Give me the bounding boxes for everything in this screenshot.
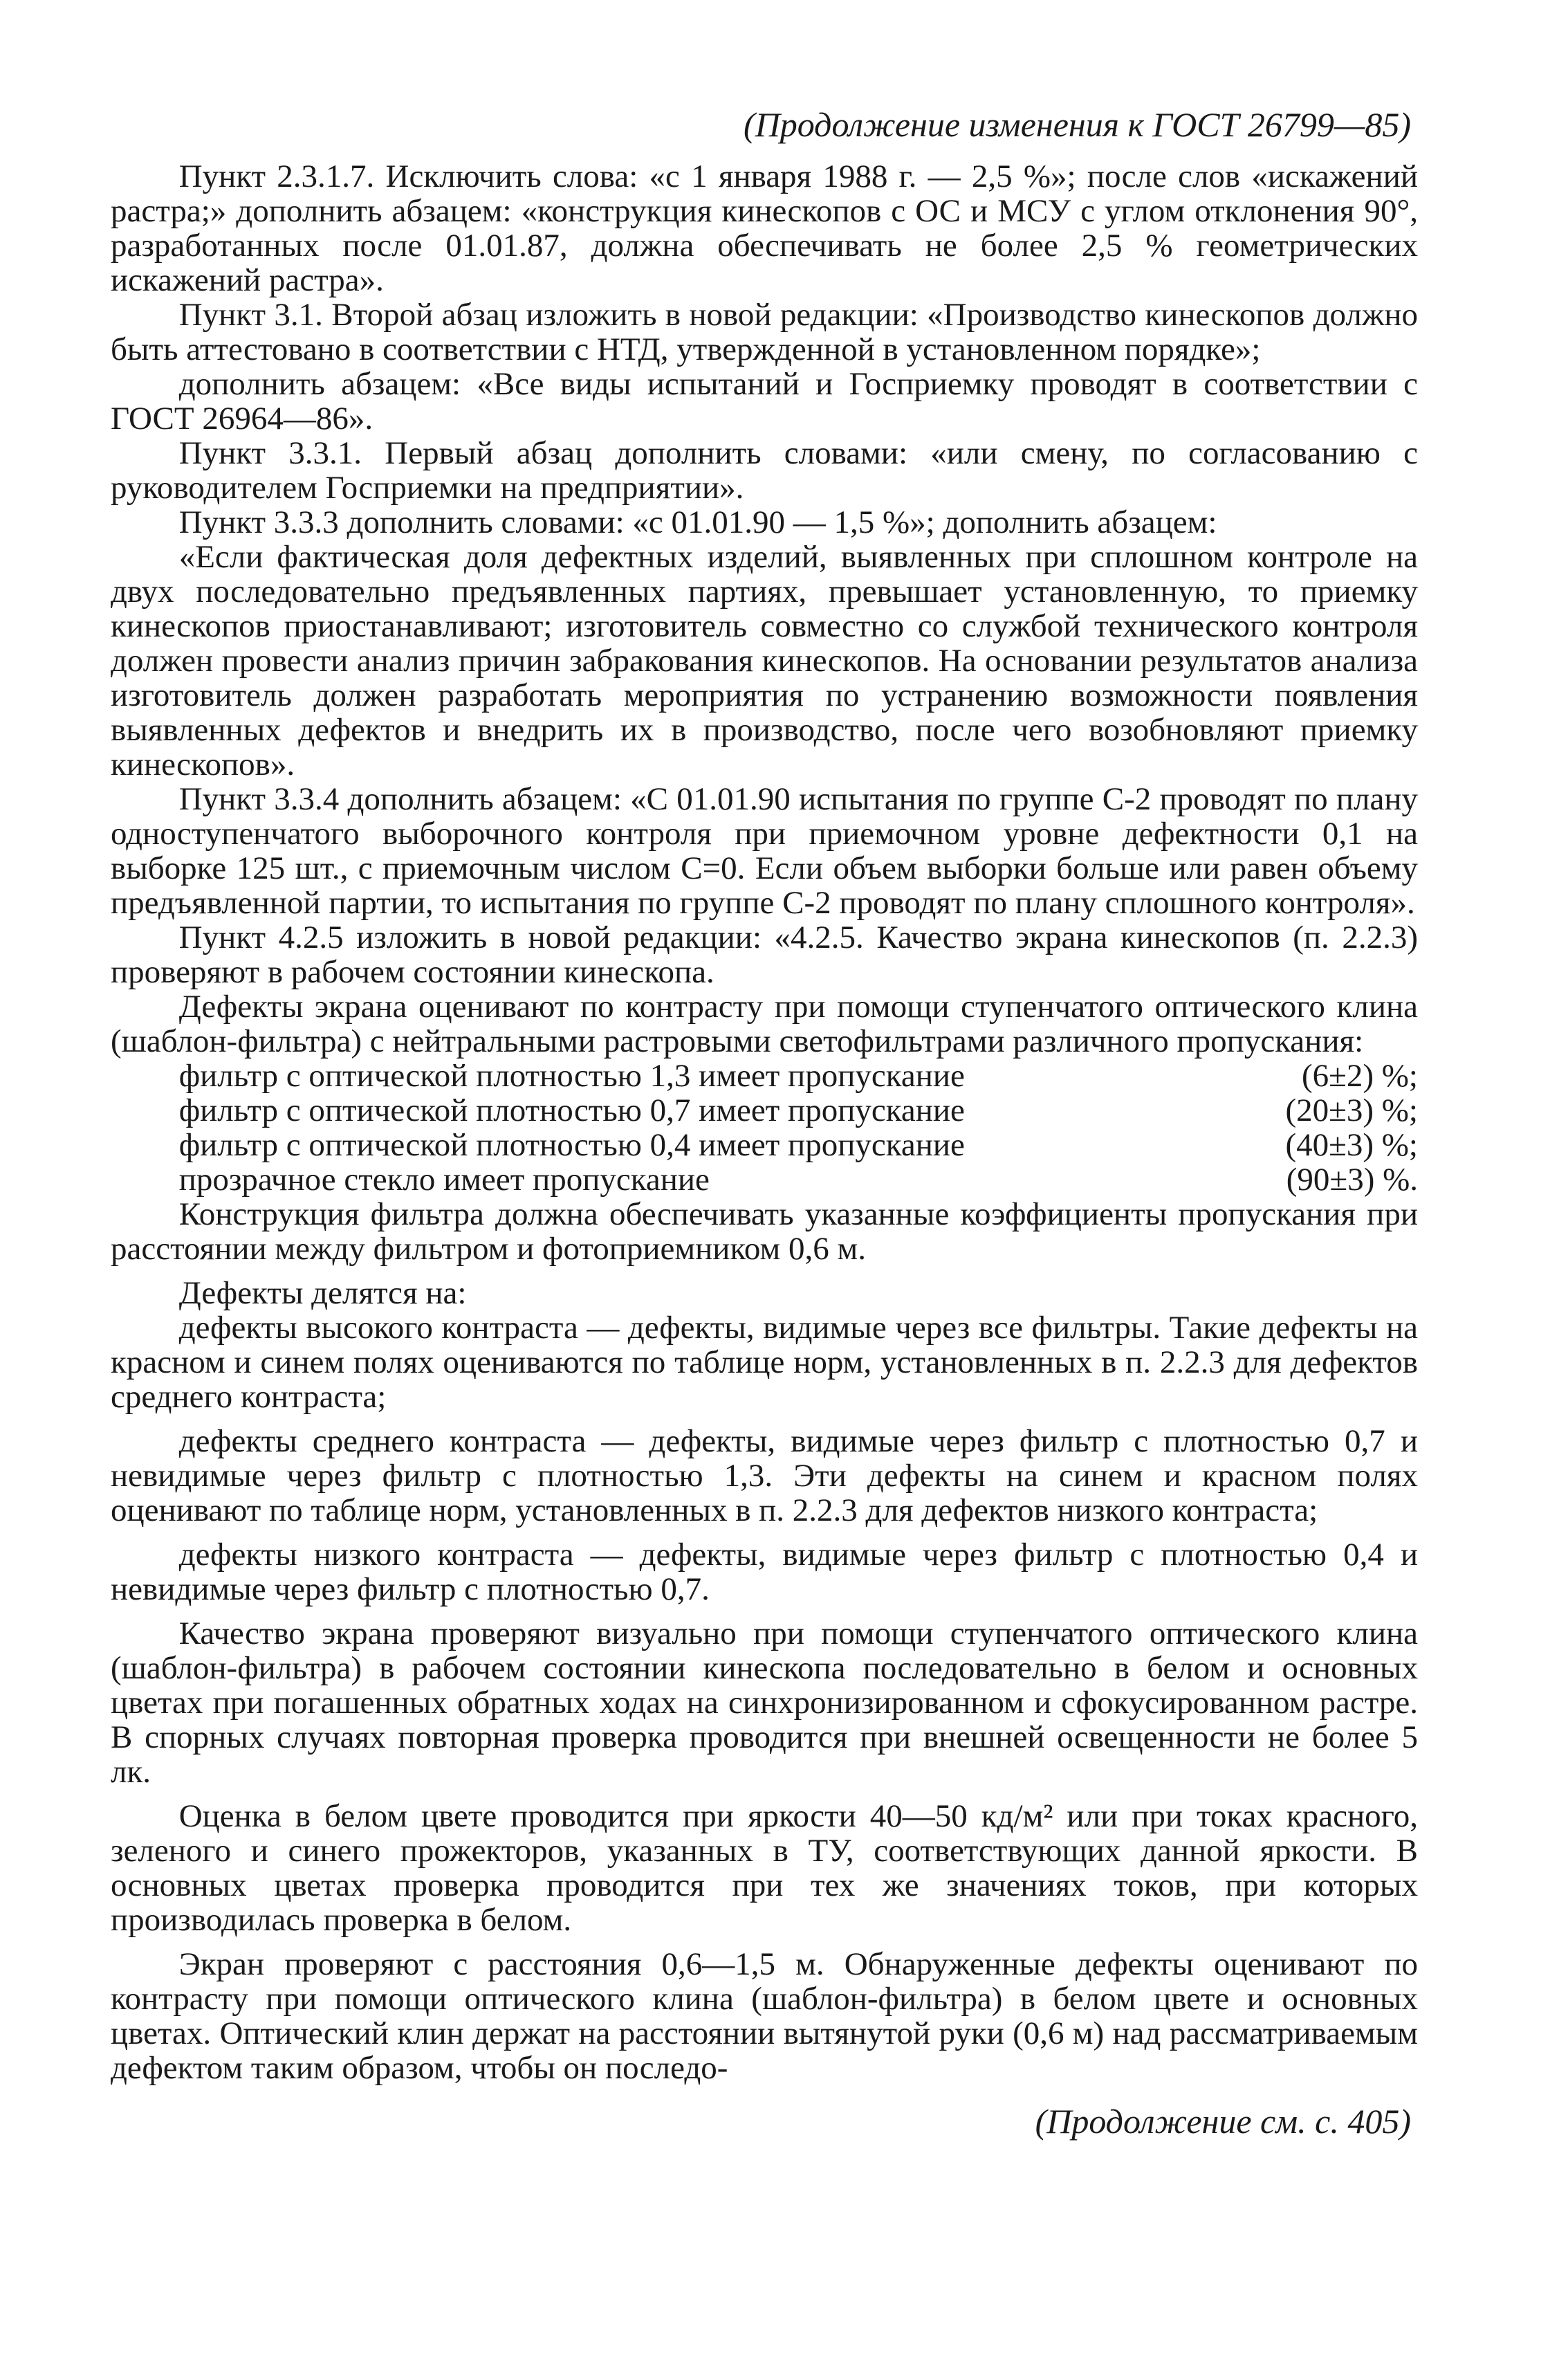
paragraph-2-3-1-7: Пункт 2.3.1.7. Исключить слова: «с 1 января 1988 г. — 2,5 %»; после слов «искажений растра;» дополнить абзацем: «конструкция кинескопов с ОС и МСУ с углом отклонения 90°, разработанных после 01.01.87, должна обеспечивать не более 2,5 % геометрических искажений растра». bbox=[111, 158, 1418, 298]
filter-list bbox=[111, 1059, 1418, 1197]
filter-item bbox=[111, 1162, 1418, 1197]
filter-transmission: (20±3) %; bbox=[1285, 1092, 1418, 1128]
paragraph-3-3-4: Пункт 3.3.4 дополнить абзацем: «С 01.01.90 испытания по группе С-2 проводят по плану одноступенчатого выборочного контроля при приемочном уровне дефектности 0,1 на выборке 125 шт., с приемочным числом C=0. Если объем выборки больше или равен объему предъявленной партии, то испытания по группе С-2 проводят по плану сплошного контроля». bbox=[111, 781, 1418, 921]
filter-item bbox=[111, 1128, 1418, 1162]
paragraph-high-contrast: дефекты высокого контраста — дефекты, видимые через все фильтры. Такие дефекты на красном и синем полях оцениваются по таблице норм, установленных в п. 2.2.3 для дефектов среднего контраста; bbox=[111, 1310, 1418, 1415]
filter-description: фильтр с оптической плотностью 0,7 имеет пропускание bbox=[178, 1092, 965, 1128]
paragraph-filter-construction: Конструкция фильтра должна обеспечивать указанные коэффициенты пропускания при расстоянии между фильтром и фотоприемником 0,6 м. bbox=[111, 1196, 1418, 1267]
filter-transmission: (40±3) %; bbox=[1285, 1127, 1418, 1163]
filter-item bbox=[111, 1093, 1418, 1128]
paragraph-3-1: Пункт 3.1. Второй абзац изложить в новой редакции: «Производство кинескопов должно быть аттестовано в соответствии с НТД, утвержденной в установленном порядке»; bbox=[111, 297, 1418, 367]
document-body bbox=[111, 159, 1418, 2085]
filter-description: прозрачное стекло имеет пропускание bbox=[178, 1162, 710, 1198]
paragraph-3-1-addition: дополнить абзацем: «Все виды испытаний и Госприемку проводят в соответствии с ГОСТ 26964—86». bbox=[111, 366, 1418, 437]
continuation-footer: (Продолжение см. с. 405) bbox=[1035, 2102, 1411, 2141]
paragraph-4-2-5: Пункт 4.2.5 изложить в новой редакции: «4.2.5. Качество экрана кинескопов (п. 2.2.3) проверяют в рабочем состоянии кинескопа. bbox=[111, 919, 1418, 990]
continuation-header: (Продолжение изменения к ГОСТ 26799—85) bbox=[744, 105, 1411, 144]
filter-transmission: (6±2) %; bbox=[1301, 1058, 1418, 1094]
filter-item bbox=[111, 1059, 1418, 1093]
paragraph-medium-contrast: дефекты среднего контраста — дефекты, видимые через фильтр с плотностью 0,7 и невидимые через фильтр с плотностью 1,3. Эти дефекты на синем и красном полях оценивают по таблице норм, установленных в п. 2.2.3 для дефектов низкого контраста; bbox=[111, 1423, 1418, 1528]
paragraph-3-3-3-addition: «Если фактическая доля дефектных изделий, выявленных при сплошном контроле на двух последовательно предъявленных партиях, превышает установленную, то приемку кинескопов приостанавливают; изготовитель совместно со службой технического контроля должен провести анализ причин забракования кинескопов. На основании результатов анализа изготовитель должен разработать мероприятия по устранению возможности появления выявленных дефектов и внедрить их в производство, после чего возобновляют приемку кинескопов». bbox=[111, 539, 1418, 782]
filter-description: фильтр с оптической плотностью 1,3 имеет пропускание bbox=[178, 1058, 965, 1094]
paragraph-3-3-3: Пункт 3.3.3 дополнить словами: «с 01.01.90 — 1,5 %»; дополнить абзацем: bbox=[178, 504, 1217, 540]
paragraph-visual-check: Качество экрана проверяют визуально при помощи ступенчатого оптического клина (шаблон-фильтра) в рабочем состоянии кинескопа последовательно в белом и основных цветах при погашенных обратных ходах на синхронизированном и сфокусированном растре. В спорных случаях повторная проверка проводится при внешней освещенности не более 5 лк. bbox=[111, 1615, 1418, 1790]
paragraph-low-contrast: дефекты низкого контраста — дефекты, видимые через фильтр с плотностью 0,4 и невидимые через фильтр с плотностью 0,7. bbox=[111, 1537, 1418, 1607]
paragraph-white-evaluation: Оценка в белом цвете проводится при яркости 40—50 кд/м² или при токах красного, зеленого и синего прожекторов, указанных в ТУ, соответствующих данной яркости. В основных цветах проверка проводится при тех же значениях токов, при которых производилась проверка в белом. bbox=[111, 1798, 1418, 1938]
paragraph-3-3-1: Пункт 3.3.1. Первый абзац дополнить словами: «или смену, по согласованию с руководителем Госприемки на предприятии». bbox=[111, 435, 1418, 506]
paragraph-screen-defects: Дефекты экрана оценивают по контрасту при помощи ступенчатого оптического клина (шаблон-фильтра) с нейтральными растровыми светофильтрами различного пропускания: bbox=[111, 989, 1418, 1059]
paragraph-defect-classes: Дефекты делятся на: bbox=[178, 1275, 467, 1311]
filter-transmission: (90±3) %. bbox=[1286, 1162, 1418, 1198]
filter-description: фильтр с оптической плотностью 0,4 имеет пропускание bbox=[178, 1127, 965, 1163]
paragraph-viewing-distance: Экран проверяют с расстояния 0,6—1,5 м. Обнаруженные дефекты оценивают по контрасту при помощи оптического клина (шаблон-фильтра) в белом цвете и основных цветах. Оптический клин держат на расстоянии вытянутой руки (0,6 м) над рассматриваемым дефектом таким образом, чтобы он последо- bbox=[111, 1946, 1418, 2086]
document-page bbox=[111, 104, 1418, 2142]
